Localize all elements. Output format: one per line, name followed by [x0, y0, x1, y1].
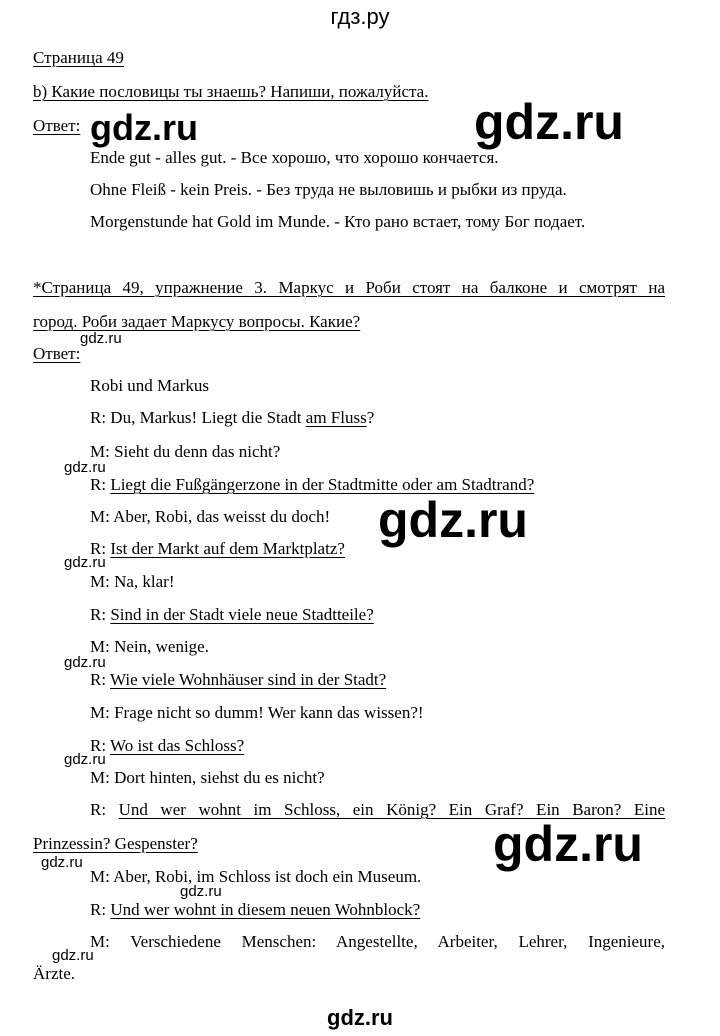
dialogue-line-15: R: Und wer wohnt in diesem neuen Wohnblock? [90, 900, 421, 919]
site-header[interactable]: гдз.ру [330, 4, 390, 29]
dialogue-line-10: M: Frage nicht so dumm! Wer kann das wissen?! [90, 703, 424, 722]
dialogue-line-6: M: Na, klar! [90, 572, 175, 591]
watermark-small: gdz.ru [64, 751, 106, 768]
watermark-small: gdz.ru [41, 854, 83, 871]
watermark-medium: gdz.ru [90, 107, 198, 148]
watermark-small: gdz.ru [52, 947, 94, 964]
question-b: b) Какие пословицы ты знаешь? Напиши, пожалуйста. [33, 82, 429, 101]
site-footer[interactable]: gdz.ru [327, 1005, 393, 1030]
watermark-small: gdz.ru [64, 654, 106, 671]
dialogue-line-4: M: Aber, Robi, das weisst du doch! [90, 507, 331, 526]
dialogue-line-11: R: Wo ist das Schloss? [90, 736, 245, 755]
dialogue-line-9: R: Wie viele Wohnhäuser sind in der Stadt? [90, 670, 387, 689]
dialogue-line-13b: Prinzessin? Gespenster? [33, 834, 198, 853]
dialogue-line-1: R: Du, Markus! Liegt die Stadt am Fluss? [90, 408, 375, 427]
dialogue-line-14: M: Aber, Robi, im Schloss ist doch ein Museum. [90, 867, 422, 886]
dialogue-line-3: R: Liegt die Fußgängerzone in der Stadtmitte oder am Stadtrand? [90, 475, 535, 494]
answer-label-1: Ответ: [33, 116, 81, 135]
watermark-small: gdz.ru [64, 459, 106, 476]
dialogue-line-16a: M: Verschiedene Menschen: Angestellte, Arbeiter, Lehrer, Ingenieure, [90, 932, 665, 951]
dialogue-line-5: R: Ist der Markt auf dem Marktplatz? [90, 539, 345, 558]
proverb-3: Morgenstunde hat Gold im Munde. - Кто рано встает, тому Бог подает. [90, 212, 586, 231]
watermark-large: gdz.ru [493, 816, 643, 872]
dialogue-line-8: M: Nein, wenige. [90, 637, 209, 656]
page-label: Страница 49 [33, 48, 124, 67]
watermark-small: gdz.ru [80, 330, 122, 347]
dialogue-title: Robi und Markus [90, 376, 209, 395]
watermark-large: gdz.ru [474, 94, 624, 150]
watermark-small: gdz.ru [64, 554, 106, 571]
dialogue-line-16b: Ärzte. [33, 964, 76, 983]
dialogue-line-7: R: Sind in der Stadt viele neue Stadtteile? [90, 605, 374, 624]
dialogue-line-12: M: Dort hinten, siehst du es nicht? [90, 768, 325, 787]
task-line-1: *Страница 49, упражнение 3. Маркус и Роби стоят на балконе и смотрят на [33, 278, 665, 297]
proverb-2: Ohne Fleiß - kein Preis. - Без труда не выловишь и рыбки из пруда. [90, 180, 567, 199]
answer-label-2: Ответ: [33, 344, 81, 363]
dialogue-line-13a: R: Und wer wohnt im Schloss, ein König? Ein Graf? Ein Baron? Eine [90, 800, 665, 819]
proverb-1: Ende gut - alles gut. - Все хорошо, что хорошо кончается. [90, 148, 499, 167]
watermark-small: gdz.ru [180, 883, 222, 900]
task-line-2: город. Роби задает Маркусу вопросы. Какие? [33, 312, 361, 331]
watermark-large: gdz.ru [378, 492, 528, 548]
dialogue-line-2: M: Sieht du denn das nicht? [90, 442, 281, 461]
